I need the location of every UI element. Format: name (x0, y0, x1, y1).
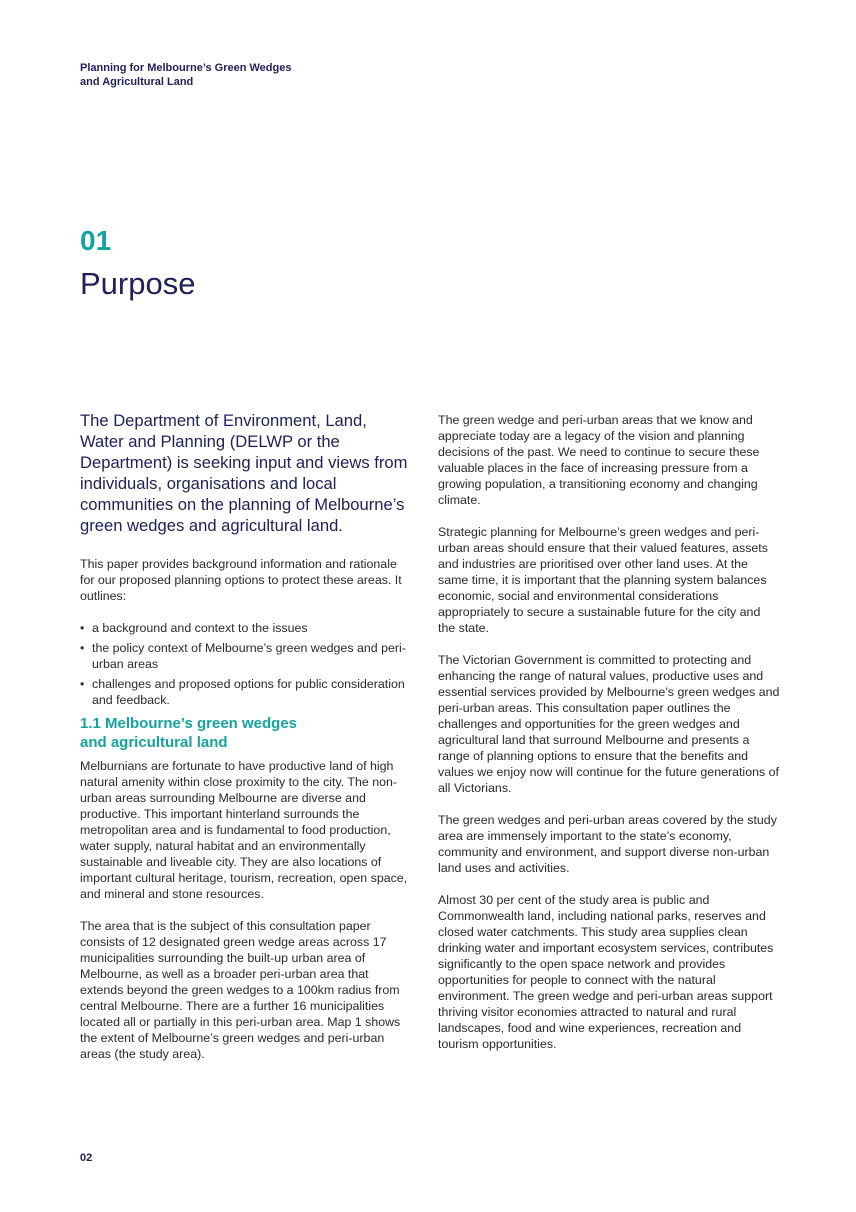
list-item-text: challenges and proposed options for public consideration and feedback. (92, 677, 405, 707)
body-paragraph: The green wedge and peri-urban areas that we know and appreciate today are a legacy of the vision and planning decisions of the past. We need to continue to secure these valuable places in the face of increasing pressure from a growing population, a transitioning economy and changing climate. (438, 413, 760, 507)
list-item-text: a background and context to the issues (92, 621, 308, 635)
list-item (80, 620, 414, 636)
right-column (438, 412, 780, 1068)
bullet-icon: • (80, 641, 85, 655)
section-heading: 1.1 Melbourne’s green wedges and agricultural land (80, 715, 298, 751)
bullet-icon: • (80, 677, 85, 691)
page-number: 02 (80, 1152, 93, 1164)
chapter-title: Purpose (80, 266, 196, 301)
body-paragraph: Almost 30 per cent of the study area is public and Commonwealth land, including national parks, reserves and closed water catchments. This study area supplies clean drinking water and important ecosystem services, contributes significantly to the open space network and provides opportunities for people to connect with the natural environment. The green wedge and peri-urban areas support thriving visitor economies attracted to natural and rural landscapes, food and wine experiences, recreation and tourism opportunities. (438, 893, 774, 1051)
bullet-icon: • (80, 621, 85, 635)
running-header: Planning for Melbourne’s Green Wedges and Agricultural Land (80, 62, 292, 88)
chapter-number: 01 (80, 225, 112, 256)
list-item-text: the policy context of Melbourne’s green wedges and peri-urban areas (92, 641, 406, 671)
list-item (80, 676, 414, 708)
outline-list (80, 620, 414, 708)
intro-paragraph: The Department of Environment, Land, Water and Planning (DELWP or the Department) is seeking input and views from individuals, organisations and local communities on the planning of Melbourne’s green wedges and agricultural land. (80, 411, 408, 535)
body-paragraph: Melburnians are fortunate to have productive land of high natural amenity within close proximity to the city. The non-urban areas surrounding Melbourne are diverse and productive. This important hinterland surrounds the metropolitan area and is fundamental to food production, water supply, natural habitat and an environmentally sustainable and liveable city. They are also locations of important cultural heritage, tourism, recreation, open space, and mineral and stone resources. (80, 759, 408, 901)
body-paragraph: The area that is the subject of this consultation paper consists of 12 designated green wedge areas across 17 municipalities surrounding the built-up urban area of Melbourne, as well as a broader peri-urban area that extends beyond the green wedges to a 100km radius from central Melbourne. There are a further 16 municipalities located all or partially in this peri-urban area. Map 1 shows the extent of Melbourne’s green wedges and peri-urban areas (the study area). (80, 919, 401, 1061)
list-item (80, 640, 414, 672)
body-paragraph: This paper provides background information and rationale for our proposed planning options to protect these areas. It outlines: (80, 557, 402, 603)
body-paragraph: The Victorian Government is committed to protecting and enhancing the range of natural values, productive uses and essential services provided by Melbourne’s green wedges and peri-urban areas. This consultation paper outlines the challenges and opportunities for the green wedges and agricultural land that surround Melbourne and presents a range of planning options to ensure that the benefits and values we enjoy now will continue for the future generations of all Victorians. (438, 653, 780, 795)
body-paragraph: The green wedges and peri-urban areas covered by the study area are immensely important to the state’s economy, community and environment, and support diverse non-urban land uses and activities. (438, 813, 777, 875)
body-paragraph: Strategic planning for Melbourne’s green wedges and peri-urban areas should ensure that their valued features, assets and industries are prioritised over other land uses. At the same time, it is important that the planning system balances economic, social and environmental considerations appropriately to secure a sustainable future for the city and the state. (438, 525, 768, 635)
left-column (80, 410, 414, 1078)
